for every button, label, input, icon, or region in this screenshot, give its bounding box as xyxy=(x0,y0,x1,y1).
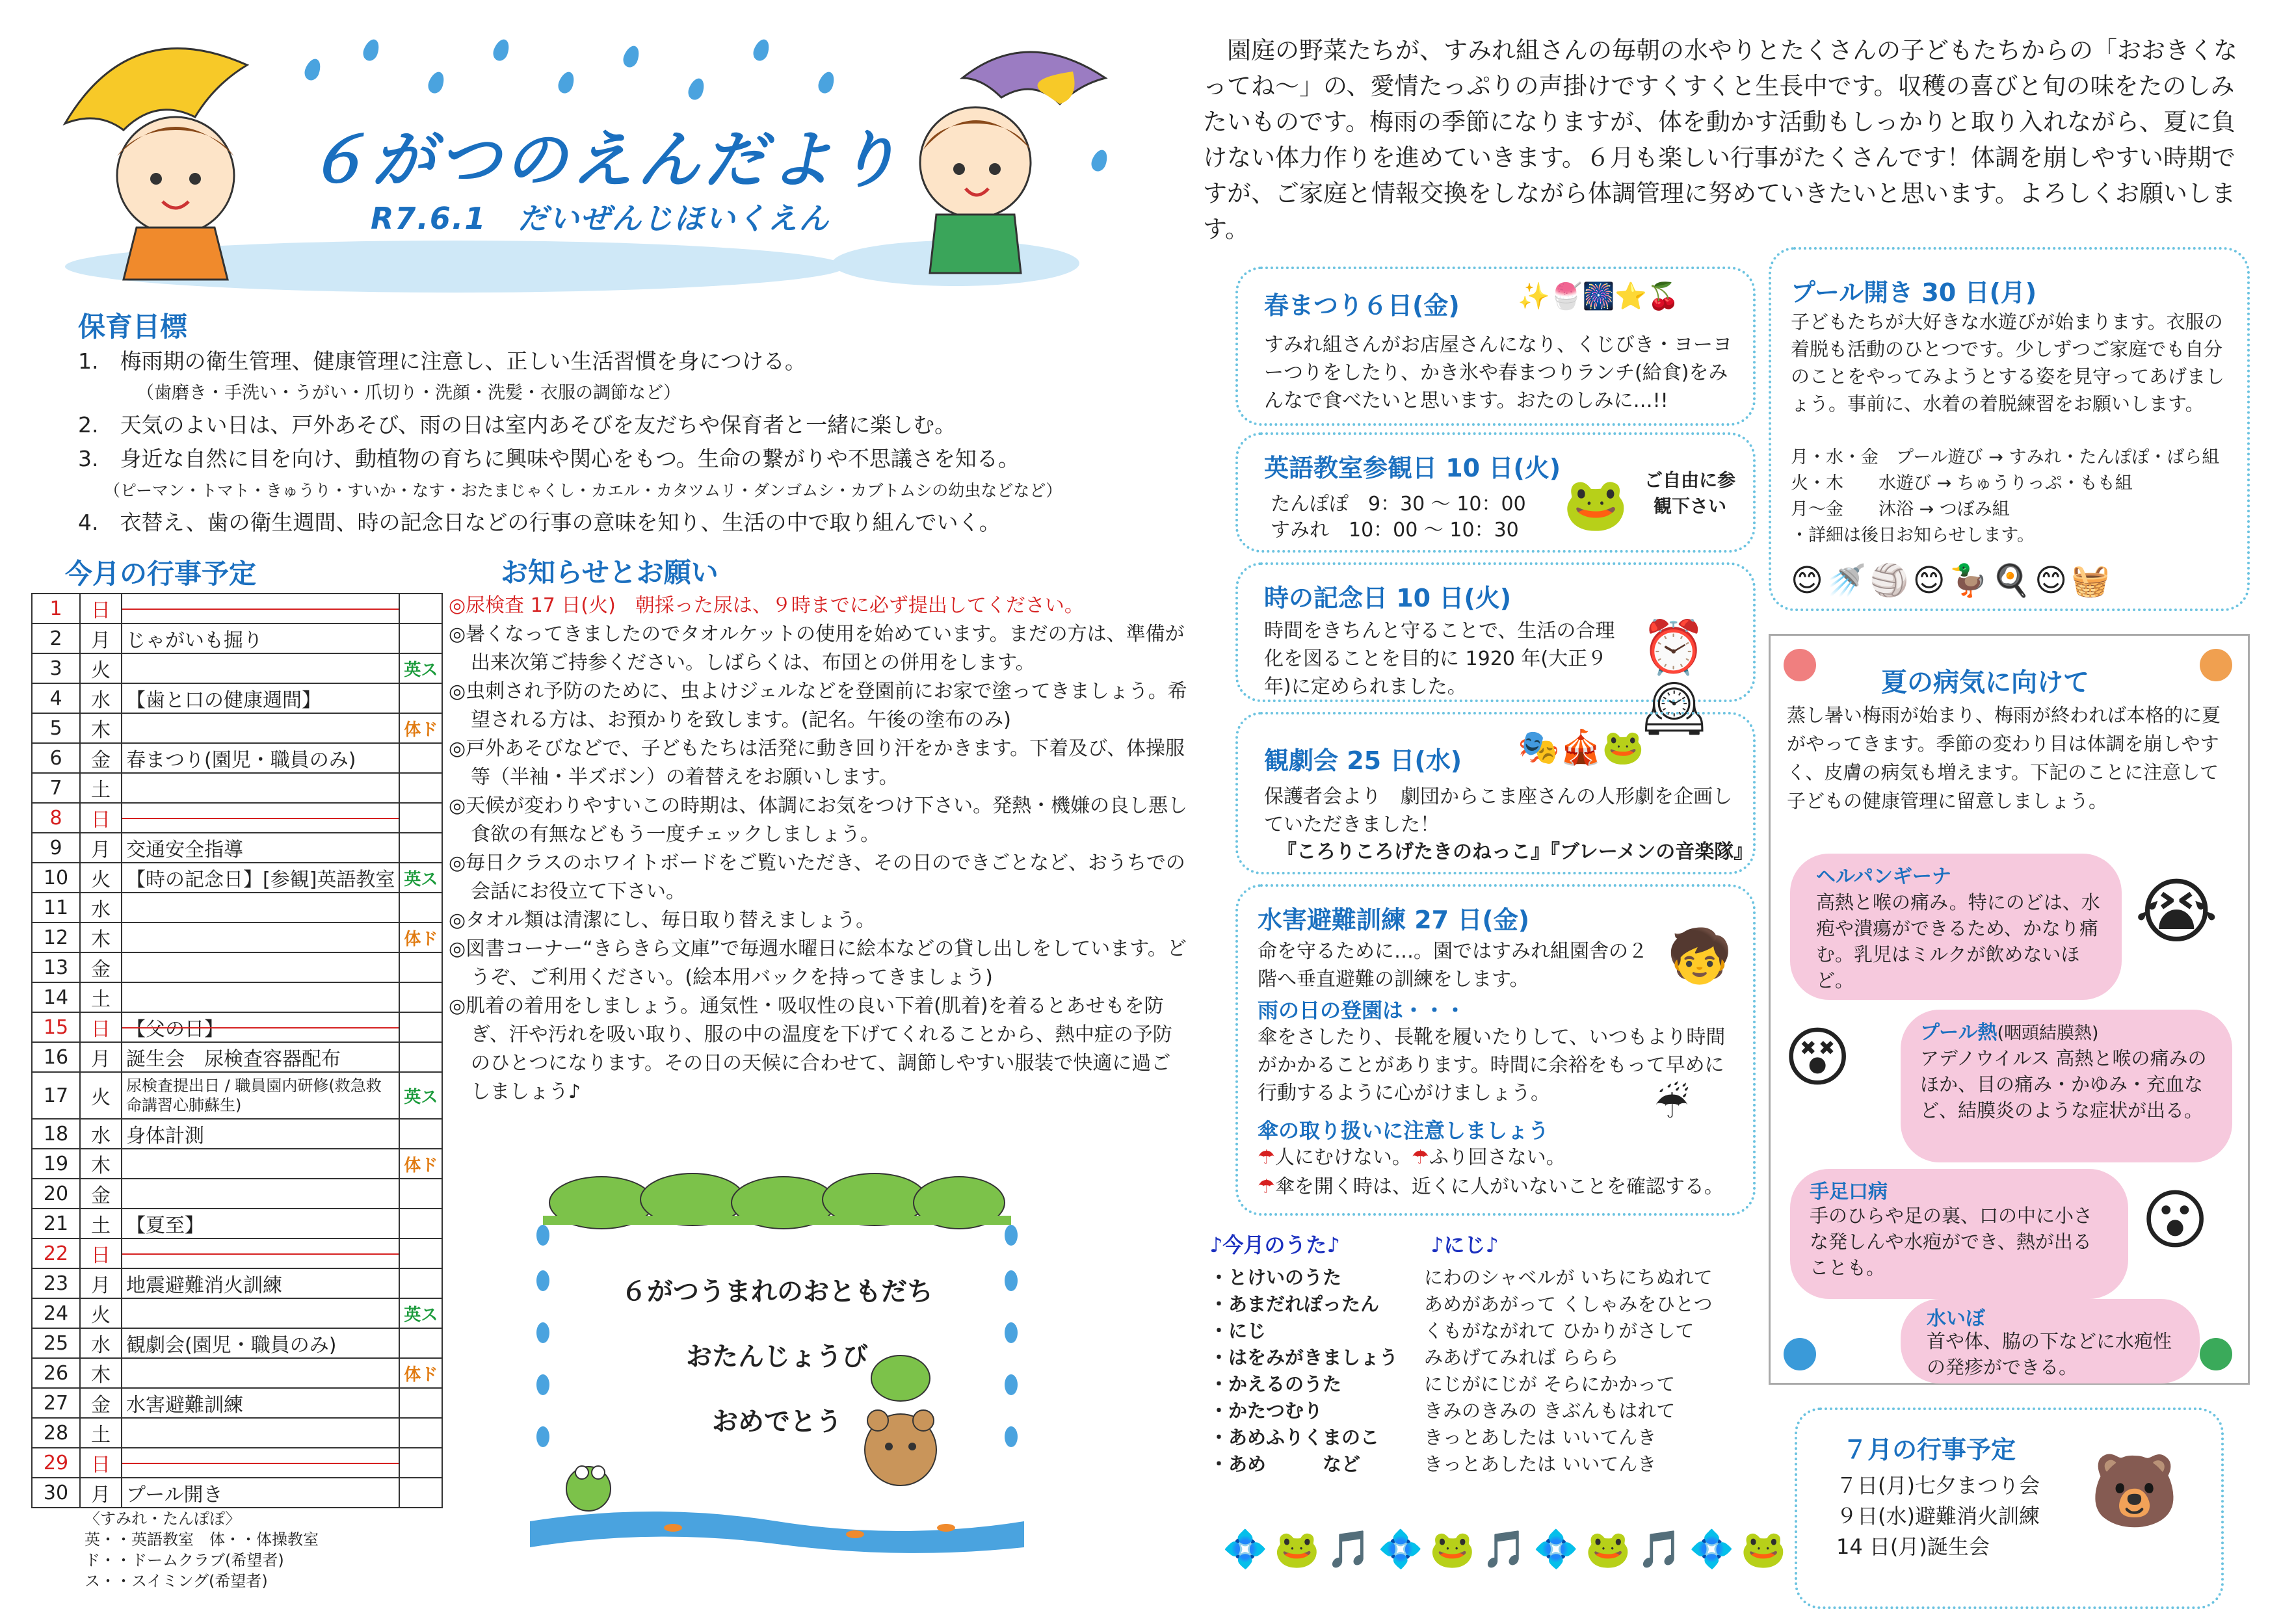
schedule-weekday: 金 xyxy=(80,1388,122,1418)
schedule-weekday: 木 xyxy=(80,923,122,952)
summer-illness-text: 蒸し暑い梅雨が始まり、梅雨が終われば本格的に夏がやってきます。季節の変わり目は体調を崩しやすく、皮膚の病気も増えます。下記のことに注意して子どもの健康管理に留意しましょう。 xyxy=(1787,704,2221,812)
schedule-row xyxy=(32,1418,442,1448)
schedule-weekday: 木 xyxy=(80,1358,122,1388)
schedule-weekday: 土 xyxy=(80,1209,122,1238)
legend-item: ス・・スイミング(希望者) xyxy=(85,1572,268,1590)
schedule-row xyxy=(32,1238,442,1268)
pool-row: 月〜金 沐浴 → つぼみ組 xyxy=(1791,499,2010,519)
birthday-line-3: おめでとう xyxy=(712,1407,842,1437)
pool-fever-text: アデノウイルス 高熱と喉の痛みのほか、目の痛み・かゆみ・充血など、結膜炎のような症状が出る。 xyxy=(1920,1047,2207,1121)
schedule-row xyxy=(32,1388,442,1418)
pool-opening-box xyxy=(1769,247,2250,611)
bubble-icon xyxy=(1784,1338,1816,1370)
english-note: ご自由に参観下さい xyxy=(1644,469,1735,517)
schedule-row xyxy=(32,653,442,683)
crying-child-icon: 😭 xyxy=(2135,870,2219,953)
sick-child-icon: 😵 xyxy=(1784,1019,1852,1095)
notice-item: ◎肌着の着用をしましょう。通気性・吸収性の良い下着(肌着)を着るとあせもを防ぎ、汗や汚れを吸い取り、服の中の温度を下げてくれることから、熱中症の予防のひとつになります。その日の天候に合わせて、調節しやすい服装で快適に過ごしましょう♪ xyxy=(449,995,1172,1103)
schedule-class-tags xyxy=(399,952,442,982)
schedule-weekday: 水 xyxy=(80,893,122,923)
song-item: ・あまだれぽったん xyxy=(1209,1293,1380,1315)
songs-heading: ♪今月のうた♪ xyxy=(1209,1233,1340,1257)
clock-icon: ⏰🕰 xyxy=(1641,617,1707,739)
spring-festival-box xyxy=(1235,267,1756,426)
notice-item: ◎尿検査 17 日(火) 朝採った尿は、９時までに必ず提出してください。 xyxy=(449,594,1084,617)
schedule-class-tags: 英ス xyxy=(399,1072,442,1119)
july-schedule-box xyxy=(1795,1408,2224,1609)
umbrella-caution-heading: 傘の取り扱いに注意しましょう xyxy=(1258,1118,1549,1143)
schedule-event: 【父の日】 xyxy=(122,1012,399,1042)
pool-row: 火・木 水遊び → ちゅうりっぷ・もも組 xyxy=(1791,473,2133,493)
spring-festival-heading: 春まつり６日(金) xyxy=(1264,291,1460,320)
schedule-class-tags: 英ス xyxy=(399,863,442,893)
schedule-row xyxy=(32,1209,442,1238)
schedule-row xyxy=(32,623,442,653)
schedule-event xyxy=(122,1238,399,1268)
goal-item: 1. 梅雨期の衛生管理、健康管理に注意し、正しい生活習慣を身につける。 xyxy=(78,348,806,374)
notice-item: ◎戸外あそびなどで、子どもたちは活発に動き回り汗をかきます。下着及び、体操服等（半袖・半ズボン）の着替えをお願いします。 xyxy=(449,737,1185,789)
july-item: 14 日(月)誕生会 xyxy=(1836,1534,1990,1559)
notice-item: ◎タオル類は清潔にし、毎日取り替えましょう。 xyxy=(449,909,876,932)
notice-item: ◎毎日クラスのホワイトボードをご覧いただき、その日のできごとなど、おうちでの会話にお役立て下さい。 xyxy=(449,852,1185,903)
schedule-event xyxy=(122,653,399,683)
schedule-day-number: 14 xyxy=(32,982,80,1012)
lyrics xyxy=(1424,1264,1713,1478)
notice-item: ◎虫刺され予防のために、虫よけジェルなどを登園前にお家で塗ってきましょう。希望される方は、お預かりを致します。(記名。午後の塗布のみ) xyxy=(449,680,1187,731)
schedule-day-number: 25 xyxy=(32,1328,80,1358)
schedule-class-tags xyxy=(399,1119,442,1149)
schedule-row xyxy=(32,1012,442,1042)
schedule-day-number: 18 xyxy=(32,1119,80,1149)
schedule-row xyxy=(32,863,442,893)
schedule-class-tags xyxy=(399,773,442,803)
schedule-table xyxy=(31,593,443,1508)
schedule-class-tags xyxy=(399,833,442,863)
schedule-day-number: 4 xyxy=(32,683,80,713)
schedule-class-tags xyxy=(399,594,442,623)
umbrella-rule-1 xyxy=(1258,1144,1566,1172)
schedule-day-number: 7 xyxy=(32,773,80,803)
schedule-day-number: 20 xyxy=(32,1179,80,1209)
child-rain-icon: 🧒 xyxy=(1667,926,1732,986)
schedule-row xyxy=(32,982,442,1012)
page-title: ６がつのえんだより xyxy=(306,124,903,196)
schedule-event: 【歯と口の健康週間】 xyxy=(122,683,399,713)
girl-yellow-umbrella-icon xyxy=(52,26,325,293)
legend-item: 英・・英語教室 体・・体操教室 xyxy=(85,1530,319,1549)
schedule-event xyxy=(122,1358,399,1388)
umbrella-rule-3-text: 傘を開く時は、近くに人がいないことを確認する。 xyxy=(1274,1175,1724,1198)
notices-heading: お知らせとお願い xyxy=(501,557,719,588)
schedule-day-number: 15 xyxy=(32,1012,80,1042)
schedule-row xyxy=(32,1448,442,1478)
frog-icon: 🐸 xyxy=(1563,474,1628,534)
schedule-row xyxy=(32,1179,442,1209)
song-item: ・かえるのうた xyxy=(1209,1373,1342,1395)
time-day-heading: 時の記念日 10 日(火) xyxy=(1264,584,1512,612)
schedule-row xyxy=(32,713,442,743)
umbrella-rule-3 xyxy=(1258,1173,1724,1201)
schedule-class-tags xyxy=(399,743,442,773)
schedule-class-tags xyxy=(399,1209,442,1238)
bubble-icon xyxy=(2200,1338,2232,1370)
schedule-heading: 今月の行事予定 xyxy=(65,558,257,590)
schedule-weekday: 月 xyxy=(80,833,122,863)
schedule-row xyxy=(32,1328,442,1358)
schedule-event xyxy=(122,773,399,803)
legend-item: ド・・ドームクラブ(希望者) xyxy=(85,1551,284,1569)
schedule-event: 地震避難消火訓練 xyxy=(122,1268,399,1298)
schedule-event xyxy=(122,803,399,833)
schedule-weekday: 水 xyxy=(80,1119,122,1149)
schedule-row xyxy=(32,683,442,713)
schedule-class-tags xyxy=(399,1448,442,1478)
english-box xyxy=(1235,432,1756,553)
schedule-class-tags xyxy=(399,1012,442,1042)
schedule-event xyxy=(122,713,399,743)
schedule-weekday: 土 xyxy=(80,1418,122,1448)
schedule-weekday: 火 xyxy=(80,653,122,683)
schedule-event: 尿検査提出日 / 職員園内研修(救急救命講習心肺蘇生) xyxy=(122,1072,399,1119)
schedule-row xyxy=(32,893,442,923)
bear-pool-icon: 🐻 xyxy=(2090,1449,2179,1532)
goal-item: 3. 身近な自然に目を向け、動植物の育ちに興味や関心をもつ。生命の繋がりや不思議さを知る。 xyxy=(78,446,1020,471)
schedule-event xyxy=(122,923,399,952)
goal-sub: （ピーマン・トマト・きゅうり・すいか・なす・おたまじゃくし・カエル・カタツムリ・ダンゴムシ・カブトムシの幼虫などなど） xyxy=(104,481,1062,500)
theater-box xyxy=(1235,712,1756,874)
schedule-event: 春まつり(園児・職員のみ) xyxy=(122,743,399,773)
summer-illness-box xyxy=(1769,634,2250,1385)
schedule-weekday: 月 xyxy=(80,1042,122,1072)
candy-icon xyxy=(1784,649,1816,681)
schedule-event: 交通安全指導 xyxy=(122,833,399,863)
schedule-class-tags xyxy=(399,623,442,653)
schedule-day-number: 23 xyxy=(32,1268,80,1298)
lyric-line: くもがながれて ひかりがさして xyxy=(1424,1320,1694,1342)
schedule-event xyxy=(122,1448,399,1478)
schedule-day-number: 11 xyxy=(32,893,80,923)
lyric-line: みあげてみれば ららら xyxy=(1424,1346,1619,1369)
schedule-day-number: 24 xyxy=(32,1298,80,1328)
herpangina-heading: ヘルパンギーナ xyxy=(1816,865,1951,888)
theater-titles: 『ころりころげたきのねっこ』『ブレーメンの音楽隊』 xyxy=(1277,841,1754,863)
time-day-text: 時間をきちんと守ることで、生活の合理化を図ることを目的に 1920 年(大正９年)に定められました。 xyxy=(1264,620,1615,698)
schedule-event: プール開き xyxy=(122,1478,399,1508)
july-item: ７日(月)七夕まつり会 xyxy=(1836,1473,2040,1498)
umbrella-bullet-icon: ☂ xyxy=(1258,1146,1275,1169)
schedule-class-tags xyxy=(399,683,442,713)
schedule-weekday: 木 xyxy=(80,713,122,743)
schedule-event: じゃがいも掘り xyxy=(122,623,399,653)
schedule-weekday: 日 xyxy=(80,1448,122,1478)
schedule-event: 【時の記念日】[参観]英語教室 xyxy=(122,863,399,893)
pool-fever-title: プール熱 xyxy=(1920,1021,1998,1044)
schedule-day-number: 19 xyxy=(32,1149,80,1179)
schedule-day-number: 5 xyxy=(32,713,80,743)
schedule-day-number: 28 xyxy=(32,1418,80,1448)
schedule-class-tags: 英ス xyxy=(399,1298,442,1328)
rainy-commute-text: 傘をさしたり、長靴を履いたりして、いつもより時間がかかることがあります。時間に余裕をもって早めに行動するように心がけましょう。 xyxy=(1258,1026,1726,1105)
schedule-event xyxy=(122,1149,399,1179)
umbrella-rule-1-text: 人にむけない。 xyxy=(1274,1146,1412,1169)
schedule-day-number: 29 xyxy=(32,1448,80,1478)
schedule-class-tags xyxy=(399,1418,442,1448)
july-item: ９日(水)避難消火訓練 xyxy=(1836,1504,2040,1528)
song-item: ・かたつむり xyxy=(1209,1400,1323,1422)
pool-row: 月・水・金 プール遊び → すみれ・たんぽぽ・ばら組 xyxy=(1791,447,2220,467)
schedule-event xyxy=(122,893,399,923)
songs-list xyxy=(1209,1264,1398,1478)
schedule-weekday: 木 xyxy=(80,1149,122,1179)
lyric-line: きっとあしたは いいてんき xyxy=(1424,1426,1657,1448)
schedule-weekday: 金 xyxy=(80,743,122,773)
umbrella-icon: ☔ xyxy=(1654,1082,1689,1127)
pool-fever-subtitle: (咽頭結膜熱) xyxy=(1997,1023,2099,1043)
schedule-row xyxy=(32,1298,442,1328)
issue-date: R7.6.1 だいぜんじほいくえん xyxy=(371,201,830,236)
pool-heading: プール開き 30 日(月) xyxy=(1791,278,2037,307)
hydrangea-frog-border: 💠🐸🎵💠🐸🎵💠🐸🎵💠🐸 xyxy=(1222,1528,1793,1571)
song-item: ・あめふりくまのこ xyxy=(1209,1426,1380,1448)
schedule-day-number: 21 xyxy=(32,1209,80,1238)
hfmd-text: 手のひらや足の裏、口の中に小さな発しんや水疱ができ、熱が出ることも。 xyxy=(1810,1205,2093,1279)
schedule-day-number: 16 xyxy=(32,1042,80,1072)
lyrics-heading: ♪にじ♪ xyxy=(1431,1233,1499,1257)
schedule-weekday: 火 xyxy=(80,863,122,893)
goal-item: 4. 衣替え、歯の衛生週間、時の記念日などの行事の意味を知り、生活の中で取り組んでいく。 xyxy=(78,510,1001,535)
summer-illness-heading: 夏の病気に向けて xyxy=(1881,668,2089,698)
schedule-day-number: 2 xyxy=(32,623,80,653)
lyric-line: きみのきみの きぶんもはれて xyxy=(1424,1400,1676,1422)
schedule-row xyxy=(32,1072,442,1119)
schedule-legend xyxy=(85,1508,319,1591)
schedule-day-number: 26 xyxy=(32,1358,80,1388)
schedule-row xyxy=(32,594,442,623)
goal-item: 2. 天気のよい日は、戸外あそび、雨の日は室内あそびを友だちや保育者と一緒に楽しむ。 xyxy=(78,412,956,438)
schedule-day-number: 6 xyxy=(32,743,80,773)
schedule-row xyxy=(32,1358,442,1388)
schedule-day-number: 12 xyxy=(32,923,80,952)
pool-schedule xyxy=(1791,445,2219,549)
schedule-event: 観劇会(園児・職員のみ) xyxy=(122,1328,399,1358)
pool-icons: 😊🚿🏐😊🦆🍳😊🧺 xyxy=(1791,562,2114,599)
hfmd-heading: 手足口病 xyxy=(1810,1181,1888,1203)
song-item: ・とけいのうた xyxy=(1209,1266,1342,1289)
july-heading: ７月の行事予定 xyxy=(1843,1435,2016,1464)
flood-text: 命を守るために…。園ではすみれ組園舎の２階へ垂直避難の訓練をします。 xyxy=(1258,940,1648,991)
molluscum-text: 首や体、脇の下などに水疱性の発疹ができる。 xyxy=(1927,1330,2172,1378)
schedule-class-tags xyxy=(399,1042,442,1072)
schedule-weekday: 火 xyxy=(80,1298,122,1328)
schedule-day-number: 9 xyxy=(32,833,80,863)
schedule-weekday: 月 xyxy=(80,1268,122,1298)
schedule-class-tags xyxy=(399,1268,442,1298)
schedule-weekday: 火 xyxy=(80,1072,122,1119)
schedule-row xyxy=(32,1149,442,1179)
schedule-class-tags xyxy=(399,1388,442,1418)
english-heading: 英語教室参観日 10 日(火) xyxy=(1264,454,1561,482)
schedule-weekday: 金 xyxy=(80,952,122,982)
song-item: ・あめ など xyxy=(1209,1453,1361,1475)
schedule-class-tags: 体ド xyxy=(399,713,442,743)
goals-heading: 保育目標 xyxy=(78,311,188,343)
schedule-row xyxy=(32,1478,442,1508)
schedule-weekday: 月 xyxy=(80,1478,122,1508)
spring-festival-text: すみれ組さんがお店屋さんになり、くじびき・ヨーヨーつりをしたり、かき氷や春まつりランチ(給食)をみんなで食べたいと思います。おたのしみに…!! xyxy=(1264,334,1732,412)
schedule-event xyxy=(122,1418,399,1448)
schedule-day-number: 30 xyxy=(32,1478,80,1508)
schedule-row xyxy=(32,773,442,803)
schedule-weekday: 日 xyxy=(80,1238,122,1268)
umbrella-rule-2-text: ふり回さない。 xyxy=(1429,1146,1566,1169)
birthday-line-2: おたんじょうび xyxy=(686,1342,868,1372)
schedule-class-tags: 体ド xyxy=(399,1358,442,1388)
goals-list xyxy=(78,345,1157,540)
schedule-day-number: 22 xyxy=(32,1238,80,1268)
schedule-event xyxy=(122,982,399,1012)
schedule-weekday: 土 xyxy=(80,773,122,803)
schedule-event: 身体計測 xyxy=(122,1119,399,1149)
schedule-class-tags xyxy=(399,1328,442,1358)
schedule-class-tags xyxy=(399,803,442,833)
boy-purple-umbrella-icon xyxy=(884,39,1118,299)
schedule-weekday: 土 xyxy=(80,982,122,1012)
english-time-2: すみれ 10：00 〜 10：30 xyxy=(1271,519,1519,542)
schedule-class-tags xyxy=(399,982,442,1012)
umbrella-bullet-icon: ☂ xyxy=(1411,1146,1429,1169)
schedule-class-tags: 英ス xyxy=(399,653,442,683)
notice-item: ◎天候が変わりやすいこの時期は、体調にお気をつけ下さい。発熱・機嫌の良し悪し食欲の有無などもう一度チェックしましょう。 xyxy=(449,794,1188,846)
schedule-class-tags xyxy=(399,1179,442,1209)
schedule-class-tags: 体ド xyxy=(399,923,442,952)
english-time-1: たんぽぽ 9：30 〜 10：00 xyxy=(1271,493,1526,516)
notice-item: ◎暑くなってきましたのでタオルケットの使用を始めています。まだの方は、準備が出来次第ご持参ください。しばらくは、布団との併用をします。 xyxy=(449,623,1185,674)
child-rash-icon: 😮 xyxy=(2141,1182,2209,1258)
schedule-day-number: 27 xyxy=(32,1388,80,1418)
birthday-frame xyxy=(530,1164,1024,1554)
schedule-row xyxy=(32,833,442,863)
schedule-row xyxy=(32,1268,442,1298)
schedule-weekday: 金 xyxy=(80,1179,122,1209)
schedule-row xyxy=(32,923,442,952)
candy-icon xyxy=(2200,649,2232,681)
pool-text: 子どもたちが大好きな水遊びが始まります。衣服の着脱も活動のひとつです。少しずつご家庭でも自分のことをやってみようとする姿を見守ってあげましょう。事前に、水着の着脱練習をお願いします。 xyxy=(1791,311,2225,415)
umbrella-bullet-icon: ☂ xyxy=(1258,1175,1275,1198)
schedule-day-number: 1 xyxy=(32,594,80,623)
theater-heading: 観劇会 25 日(水) xyxy=(1264,746,1462,775)
schedule-row xyxy=(32,803,442,833)
schedule-event: 水害避難訓練 xyxy=(122,1388,399,1418)
lyric-line: にじがにじが そらにかかって xyxy=(1424,1373,1676,1395)
schedule-row xyxy=(32,1042,442,1072)
flood-drill-box xyxy=(1235,884,1756,1216)
lyric-line: あめがあがって くしゃみをひとつ xyxy=(1424,1293,1713,1315)
molluscum-heading: 水いぼ xyxy=(1927,1307,1985,1330)
schedule-event xyxy=(122,1179,399,1209)
lyric-line: きっとあしたは いいてんき xyxy=(1424,1453,1657,1475)
schedule-event: 誕生会 尿検査容器配布 xyxy=(122,1042,399,1072)
legend-title: 〈すみれ・たんぽぽ〉 xyxy=(85,1510,241,1528)
schedule-event xyxy=(122,1298,399,1328)
schedule-row xyxy=(32,952,442,982)
schedule-weekday: 日 xyxy=(80,1012,122,1042)
notices-list xyxy=(449,592,1190,1107)
schedule-class-tags xyxy=(399,893,442,923)
schedule-weekday: 月 xyxy=(80,623,122,653)
flood-heading: 水害避難訓練 27 日(金) xyxy=(1258,906,1530,934)
song-item: ・はをみがきましょう xyxy=(1209,1346,1399,1369)
schedule-day-number: 8 xyxy=(32,803,80,833)
festival-icons: ✨🍧🎆⭐🍒 xyxy=(1518,282,1680,311)
schedule-day-number: 17 xyxy=(32,1072,80,1119)
schedule-weekday: 水 xyxy=(80,1328,122,1358)
schedule-day-number: 10 xyxy=(32,863,80,893)
schedule-class-tags: 体ド xyxy=(399,1149,442,1179)
schedule-event xyxy=(122,952,399,982)
schedule-class-tags xyxy=(399,1478,442,1508)
herpangina-text: 高熱と喉の痛み。特にのどは、水疱や潰瘍ができるため、かなり痛む。乳児はミルクが飲めないほど。 xyxy=(1816,891,2100,991)
schedule-row xyxy=(32,1119,442,1149)
schedule-day-number: 13 xyxy=(32,952,80,982)
rainy-commute-heading: 雨の日の登園は・・・ xyxy=(1258,998,1466,1023)
birthday-line-1: ６がつうまれのおともだち xyxy=(621,1277,933,1307)
pool-fever-heading xyxy=(1920,1016,2099,1045)
pool-row: ・詳細は後日お知らせします。 xyxy=(1791,525,2035,545)
schedule-class-tags xyxy=(399,1238,442,1268)
goal-sub: （歯磨き・手洗い・うがい・爪切り・洗顔・洗髪・衣服の調節など） xyxy=(137,383,681,403)
lyric-line: にわのシャベルが いちにちぬれて xyxy=(1424,1266,1713,1289)
schedule-row xyxy=(32,743,442,773)
schedule-day-number: 3 xyxy=(32,653,80,683)
theater-text: 保護者会より 劇団からこま座さんの人形劇を企画していただきました！ xyxy=(1264,785,1732,836)
schedule-weekday: 水 xyxy=(80,683,122,713)
schedule-weekday: 日 xyxy=(80,803,122,833)
schedule-event: 【夏至】 xyxy=(122,1209,399,1238)
theater-icons: 🎭🎪🐸 xyxy=(1518,728,1644,767)
song-item: ・にじ xyxy=(1209,1320,1267,1342)
time-day-box xyxy=(1235,562,1756,739)
intro-text: 園庭の野菜たちが、すみれ組さんの毎朝の水やりとたくさんの子どもたちからの「おおきくなってね〜」の、愛情たっぷりの声掛けですくすくと生長中です。収穫の喜びと旬の味をたのしみたいものです。梅雨の季節になりますが、体を動かす活動もしっかりと取り入れながら、夏に負けない体力作りを進めていきます。６月も楽しい行事がたくさんです！体調を崩しやすい時期ですが、ご家庭と情報交換をしながら体調管理に努めていきたいと思います。よろしくお願いします。 xyxy=(1203,36,2237,243)
schedule-event xyxy=(122,594,399,623)
schedule-weekday: 日 xyxy=(80,594,122,623)
notice-item: ◎図書コーナー“きらきら文庫”で毎週水曜日に絵本などの貸し出しをしています。どうぞ、ご利用ください。(絵本用バックを持ってきましょう) xyxy=(449,937,1187,989)
